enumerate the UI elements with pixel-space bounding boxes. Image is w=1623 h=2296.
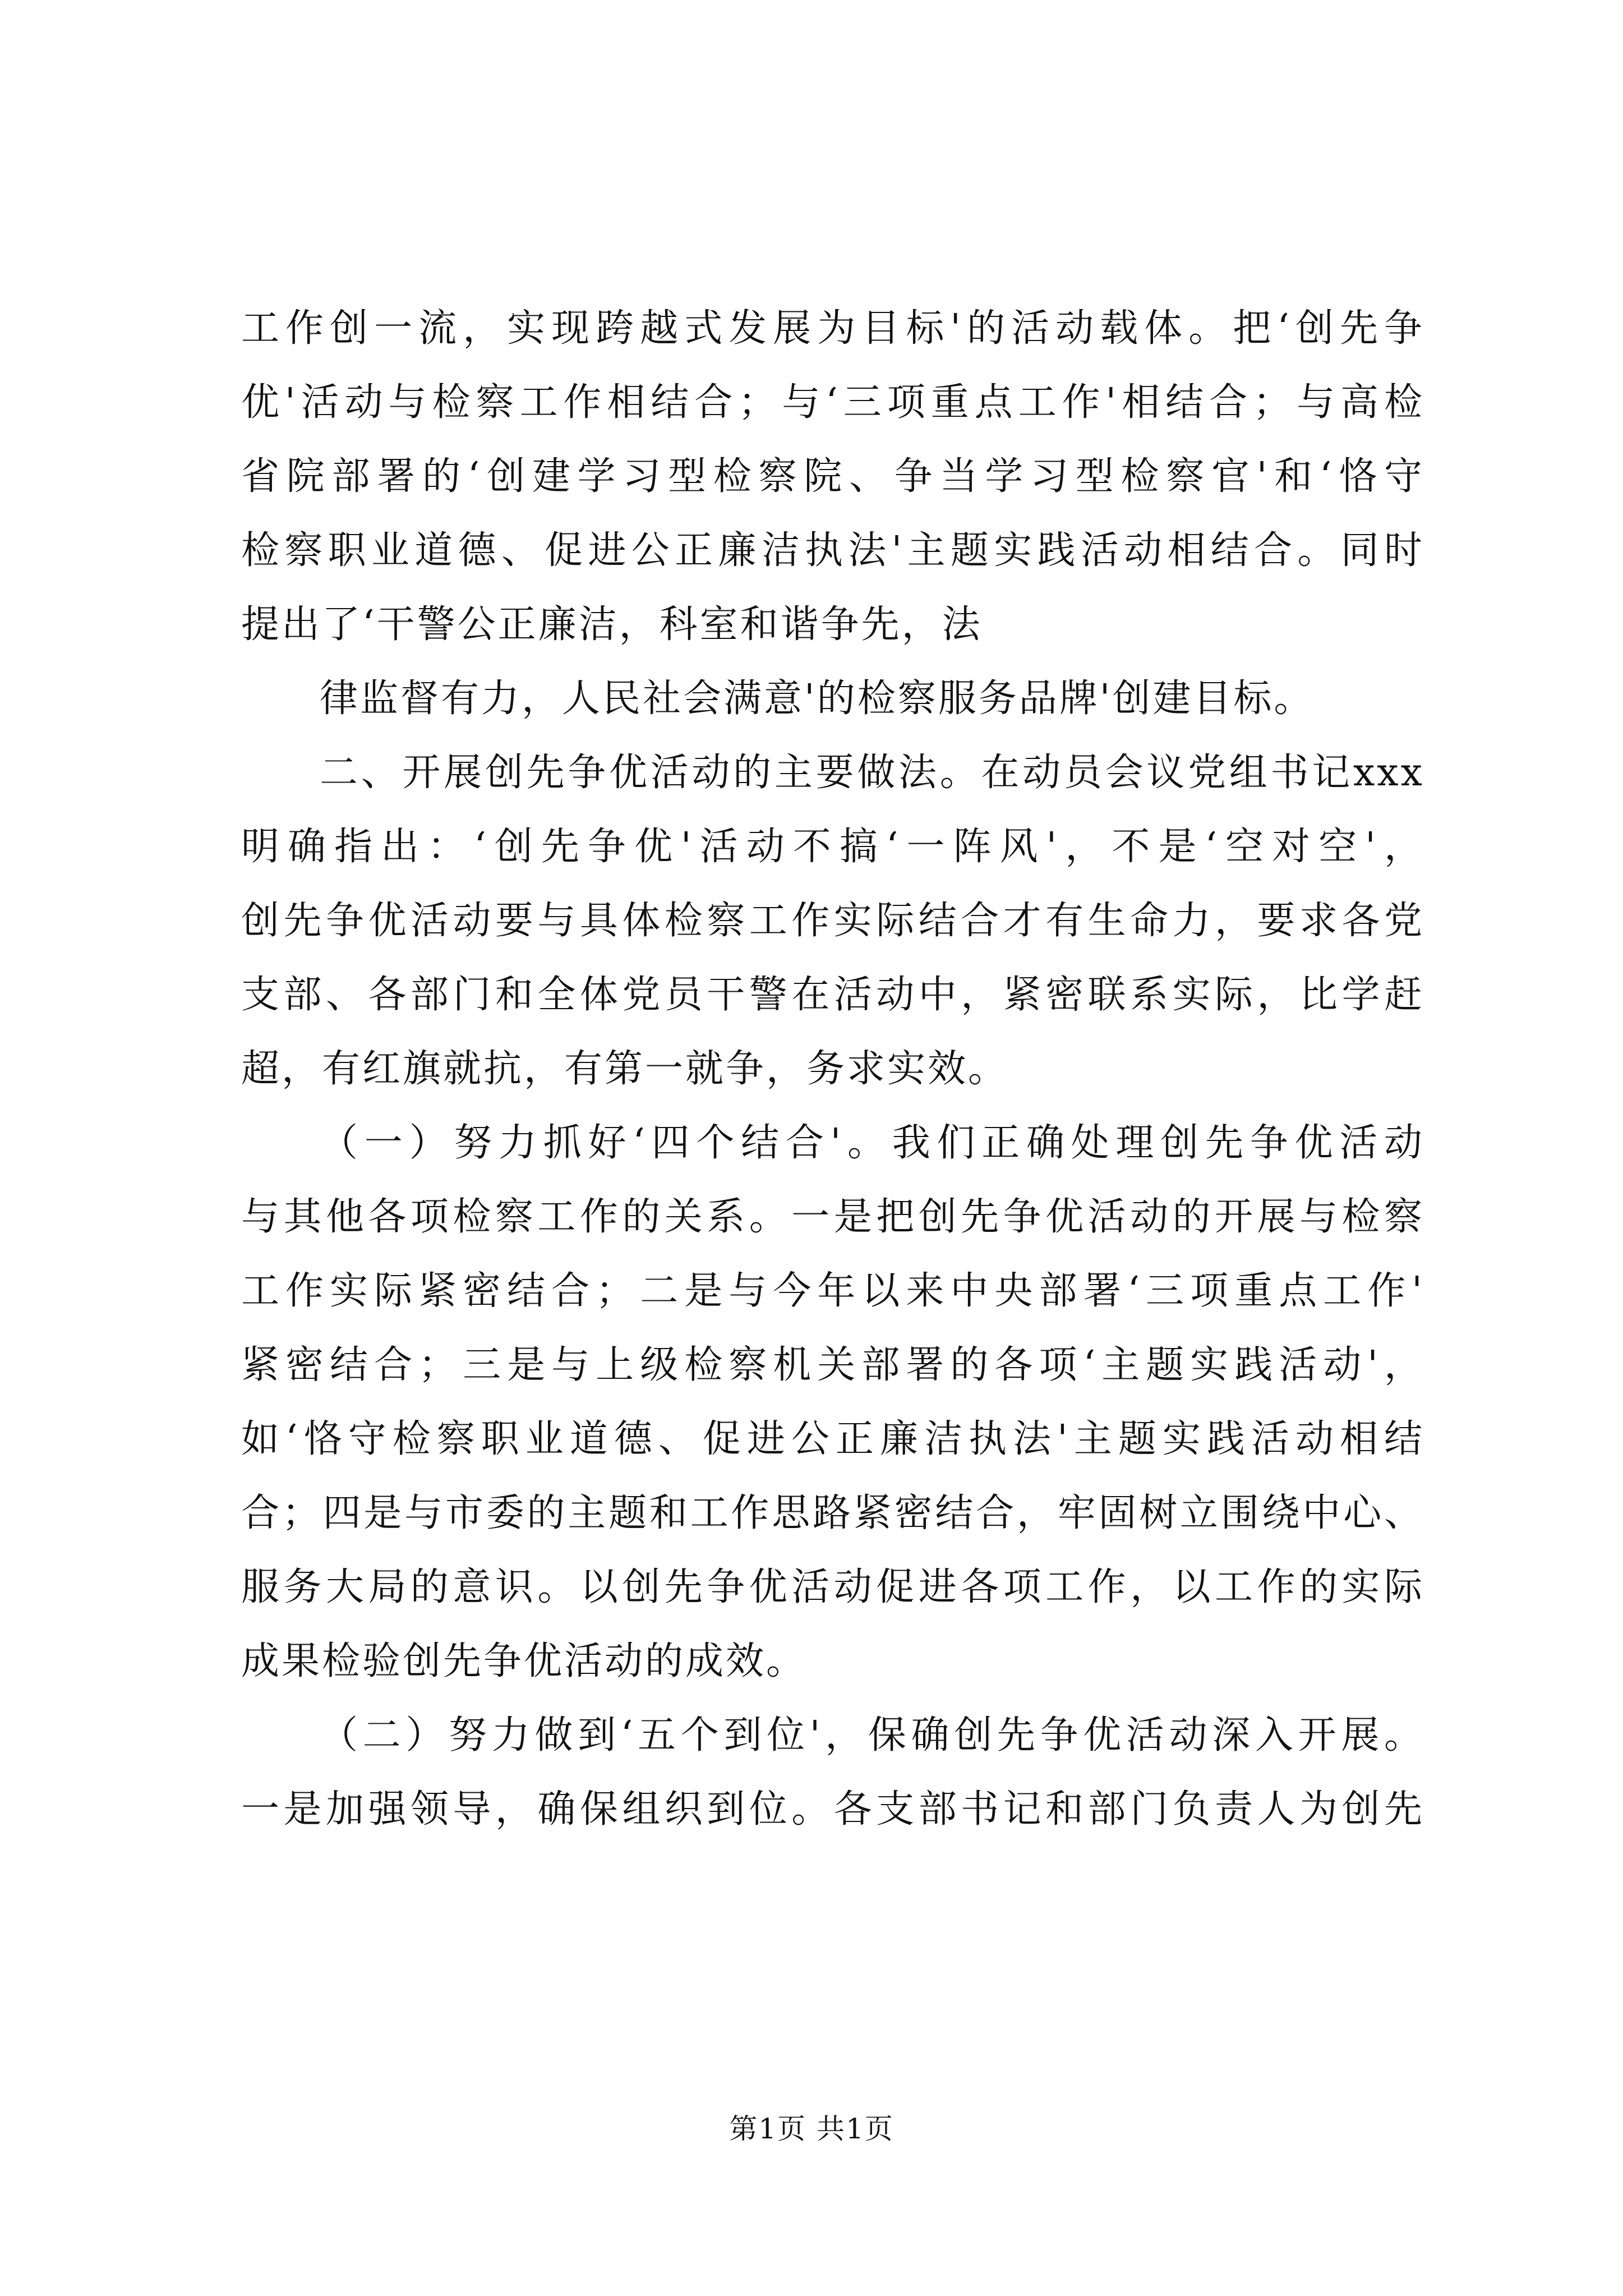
text-line: 一是加强领导，确保组织到位。各支部书记和部门负责人为创先	[241, 1787, 1424, 1832]
text-line: 合；四是与市委的主题和工作思路紧密结合，牢固树立围绕中心、	[241, 1491, 1424, 1535]
text-line: 支部、各部门和全体党员干警在活动中，紧密联系实际，比学赶	[241, 973, 1424, 1017]
text-line: 成果检验创先争优活动的成效。	[241, 1639, 807, 1683]
subsection-heading-line: （二）努力做到‘五个到位'，保确创先争优活动深入开展。	[320, 1713, 1424, 1757]
text-line: 超，有红旗就抗，有第一就争，务求实效。	[241, 1047, 1009, 1091]
text-line: 检察职业道德、促进公正廉洁执法'主题实践活动相结合。同时	[241, 528, 1424, 573]
text-line: 创先争优活动要与具体检察工作实际结合才有生命力，要求各党	[241, 899, 1424, 943]
text-line: 省院部署的‘创建学习型检察院、争当学习型检察官'和‘恪守	[241, 454, 1424, 499]
text-line: 工作创一流，实现跨越式发展为目标'的活动载体。把‘创先争	[241, 306, 1424, 351]
text-line: 与其他各项检察工作的关系。一是把创先争优活动的开展与检察	[241, 1195, 1424, 1239]
text-line: 工作实际紧密结合；二是与今年以来中央部署‘三项重点工作'	[241, 1269, 1424, 1313]
text-line: 律监督有力，人民社会满意'的检察服务品牌'创建目标。	[320, 677, 1315, 721]
text-line: 如‘恪守检察职业道德、促进公正廉洁执法'主题实践活动相结	[241, 1417, 1424, 1461]
text-line: 优'活动与检察工作相结合；与‘三项重点工作'相结合；与高检	[241, 380, 1424, 425]
text-line: 紧密结合；三是与上级检察机关部署的各项‘主题实践活动'，	[241, 1343, 1424, 1387]
text-line: 明确指出：‘创先争优'活动不搞‘一阵风'，不是‘空对空'，	[241, 825, 1424, 869]
page-footer: 第1页 共1页	[729, 2113, 894, 2145]
text-line: 提出了‘干警公正廉洁，科室和谐争先，法	[241, 602, 983, 647]
text-line: 服务大局的意识。以创先争优活动促进各项工作，以工作的实际	[241, 1565, 1424, 1609]
section-heading-line: 二、开展创先争优活动的主要做法。在动员会议党组书记xxx	[320, 751, 1424, 795]
subsection-heading-line: （一）努力抓好‘四个结合'。我们正确处理创先争优活动	[320, 1121, 1424, 1165]
document-body	[241, 292, 1424, 1847]
